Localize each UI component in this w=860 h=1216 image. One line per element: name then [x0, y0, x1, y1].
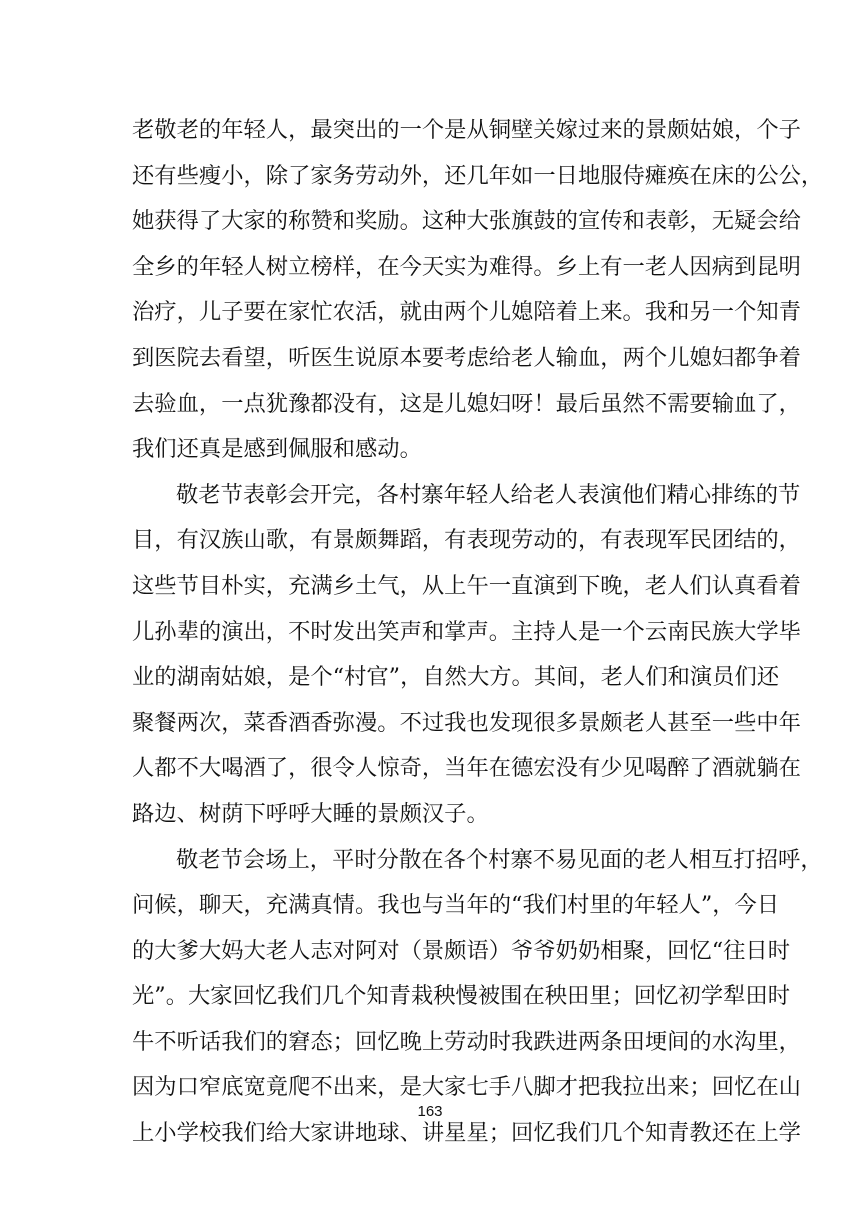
- text-line: 业的湖南姑娘，是个“村官”，自然大方。其间，老人们和演员们还: [132, 664, 780, 691]
- paragraph: [132, 108, 824, 473]
- text-line: 还有些瘦小，除了家务劳动外，还几年如一日地服侍瘫痪在床的公公，: [132, 162, 824, 189]
- text-line: 到医院去看望，听医生说原本要考虑给老人输血，两个儿媳妇都争着: [132, 344, 801, 371]
- text-line: 路边、树荫下呼呼大睡的景颇汉子。: [132, 800, 489, 827]
- text-line: 全乡的年轻人树立榜样，在今天实为难得。乡上有一老人因病到昆明: [132, 253, 801, 280]
- text-line: 光”。大家回忆我们几个知青栽秧慢被围在秧田里；回忆初学犁田时: [132, 983, 791, 1010]
- page-number: 163: [417, 1103, 443, 1120]
- text-line: 老敬老的年轻人，最突出的一个是从铜壁关嫁过来的景颇姑娘，个子: [132, 117, 801, 143]
- text-line: 因为口窄底宽竟爬不出来，是大家七手八脚才把我拉出来；回忆在山: [132, 1074, 801, 1101]
- text-line: 敬老节会场上，平时分散在各个村寨不易见面的老人相互打招呼，: [176, 846, 823, 873]
- paragraph: [132, 473, 801, 838]
- text-line: 牛不听话我们的窘态；回忆晚上劳动时我跌进两条田埂间的水沟里，: [132, 1028, 801, 1055]
- text-line: 儿孙辈的演出，不时发出笑声和掌声。主持人是一个云南民族大学毕: [132, 618, 801, 645]
- body-text: [132, 108, 824, 1157]
- text-line: 敬老节表彰会开完，各村寨年轻人给老人表演他们精心排练的节: [176, 481, 801, 508]
- text-line: 这些节目朴实，充满乡土气，从上午一直演到下晚，老人们认真看着: [132, 572, 801, 599]
- text-line: 她获得了大家的称赞和奖励。这种大张旗鼓的宣传和表彰，无疑会给: [132, 208, 801, 235]
- text-line: 的大爹大妈大老人志对阿对（景颇语）爷爷奶奶相聚，回忆“往日时: [132, 937, 791, 964]
- text-line: 聚餐两次，菜香酒香弥漫。不过我也发现很多景颇老人甚至一些中年: [132, 709, 801, 736]
- text-line: 治疗，儿子要在家忙农活，就由两个儿媳陪着上来。我和另一个知青: [132, 299, 801, 326]
- text-line: 去验血，一点犹豫都没有，这是儿媳妇呀！最后虽然不需要输血了，: [132, 390, 801, 417]
- text-line: 目，有汉族山歌，有景颇舞蹈，有表现劳动的，有表现军民团结的，: [132, 527, 801, 554]
- text-line: 上小学校我们给大家讲地球、讲星星；回忆我们几个知青教还在上学: [132, 1120, 801, 1147]
- text-line: 问候，聊天，充满真情。我也与当年的“我们村里的年轻人”，今日: [132, 892, 780, 919]
- text-line: 人都不大喝酒了，很令人惊奇，当年在德宏没有少见喝醉了酒就躺在: [132, 755, 801, 782]
- text-line: 我们还真是感到佩服和感动。: [132, 436, 422, 463]
